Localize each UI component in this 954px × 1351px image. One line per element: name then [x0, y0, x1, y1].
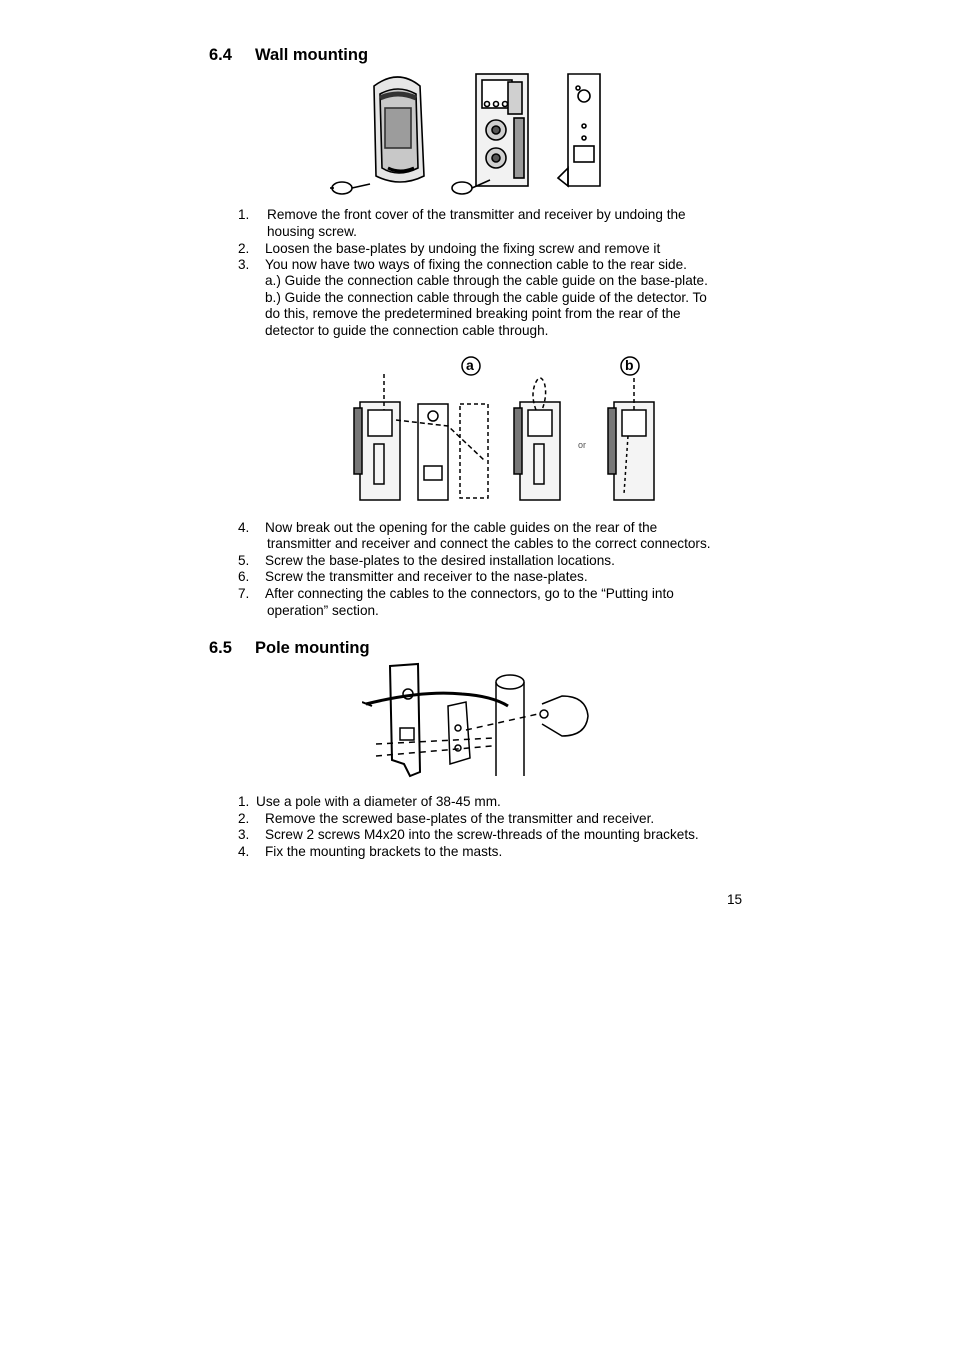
step-number: 6.	[238, 569, 250, 584]
section-heading-pole-mounting	[209, 639, 370, 658]
step-text: Screw the transmitter and receiver to the nase-plates.	[265, 569, 588, 584]
step-text: Screw 2 screws M4x20 into the screw-threads of the mounting brackets.	[265, 827, 699, 842]
step-number: 2.	[238, 241, 250, 256]
step-text: transmitter and receiver and connect the cables to the correct connectors.	[267, 536, 711, 551]
step-text: Loosen the base-plates by undoing the fixing screw and remove it	[265, 241, 661, 256]
section-title: Pole mounting	[255, 639, 370, 657]
page-number: 15	[727, 892, 743, 907]
step-number: 1.	[238, 794, 250, 809]
figure-label-or: or	[578, 440, 587, 450]
step-text: operation” section.	[267, 603, 379, 618]
step-text: housing screw.	[267, 224, 357, 239]
section-number: 6.4	[209, 46, 232, 64]
step-text: After connecting the cables to the connectors, go to the “Putting into	[265, 586, 674, 601]
step-number: 5.	[238, 553, 250, 568]
step-text: Remove the front cover of the transmitter and receiver by undoing the	[267, 207, 686, 222]
step-text: Remove the screwed base-plates of the transmitter and receiver.	[265, 811, 655, 826]
step-text: You now have two ways of fixing the connection cable to the rear side.	[265, 257, 687, 272]
figure-label-a: a	[466, 357, 474, 373]
step-text: Now break out the opening for the cable guides on the rear of the	[265, 520, 658, 535]
step-text: Fix the mounting brackets to the masts.	[265, 844, 503, 859]
step-number: 3.	[238, 257, 250, 272]
step-number: 4.	[238, 520, 250, 535]
step-text: do this, remove the predetermined breaking point from the rear of the	[265, 306, 681, 321]
figure-pole-mounting	[362, 660, 592, 778]
step-number: 7.	[238, 586, 250, 601]
step-text: detector to guide the connection cable through.	[265, 323, 549, 338]
step-number: 3.	[238, 827, 250, 842]
step-number: 4.	[238, 844, 250, 859]
step-number: 1.	[238, 207, 250, 222]
step-number: 2.	[238, 811, 250, 826]
section-number: 6.5	[209, 639, 232, 657]
figure-label-b: b	[625, 357, 634, 373]
step-text: Screw the base-plates to the desired installation locations.	[265, 553, 615, 568]
step-text: a.) Guide the connection cable through the cable guide on the base-plate.	[265, 273, 708, 288]
section-title: Wall mounting	[255, 46, 369, 64]
section-heading-wall-mounting	[209, 46, 368, 65]
step-text: b.) Guide the connection cable through the cable guide of the detector. To	[265, 290, 707, 305]
step-text: Use a pole with a diameter of 38-45 mm.	[256, 794, 501, 809]
figure-remove-front-cover	[328, 68, 628, 204]
figure-cable-guide-options	[344, 354, 660, 504]
